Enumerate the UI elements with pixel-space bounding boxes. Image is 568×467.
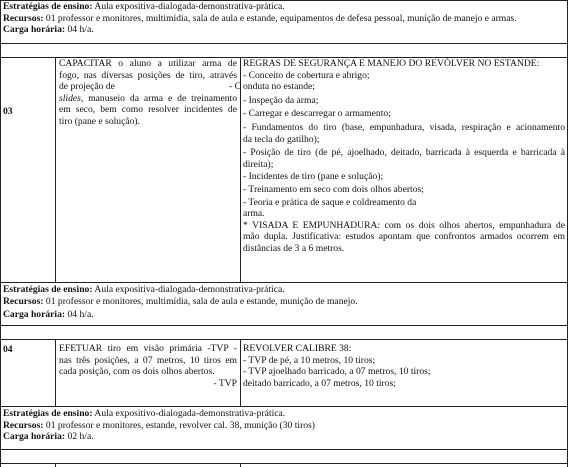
- column-divider: [55, 57, 56, 282]
- content-line: - Inspeção da arma;: [243, 94, 319, 106]
- content-line: REVOLVER CALIBRE 38:: [243, 343, 352, 354]
- workload-line: [3, 431, 563, 443]
- objective-line: em seco, bem como resolver incidentes de: [59, 104, 237, 116]
- content-line: - Posição de tiro (de pé, ajoelhado, deitado, barricada à esquerda e barricada à: [243, 147, 565, 159]
- content-line: arma.: [243, 208, 265, 220]
- resources-line: [3, 420, 563, 432]
- content-line: mão dupla. Justificativa: estudos apontam que confrontos armados ocorrem em: [243, 231, 565, 243]
- resources-text: 01 professor e monitores, multimídia, sala de aula e estande, munição de manejo.: [45, 295, 358, 307]
- content-line: - TVP ajoelhado barricado, a 07 metros, 10 tiros;: [243, 366, 431, 378]
- section-1-info: [3, 1, 563, 36]
- section-3-info: [3, 408, 563, 443]
- content-line: - Conceito de cobertura e abrigo;: [243, 69, 370, 81]
- resources-line: [3, 13, 563, 25]
- content-cell: [229, 58, 565, 255]
- workload-line: [3, 309, 563, 321]
- section-2-info: [3, 284, 563, 321]
- content-fragment: onduta no estande;: [243, 81, 315, 93]
- slides-word: slides: [59, 92, 81, 104]
- workload-line: [3, 24, 563, 36]
- content-line: - Carregar e descarregar o armamento;: [243, 108, 391, 120]
- strategies-label: Estratégias de ensino:: [3, 1, 93, 12]
- objective-cell: [59, 343, 237, 389]
- strategies-line: [3, 284, 563, 296]
- column-divider: [240, 339, 241, 406]
- objective-line: EFETUAR tiro em visão primária -TVP -: [59, 343, 237, 354]
- rule: [0, 339, 568, 340]
- content-line: - Incidentes de tiro (pane e solução);: [243, 171, 384, 183]
- content-line: distâncias de 3 a 6 metros.: [243, 242, 345, 254]
- objective-line: [59, 93, 237, 105]
- content-line: da tecla do gatilho);: [243, 133, 320, 145]
- column-divider: [240, 463, 241, 467]
- content-line: - Teoria e prática de saque e coldreamento da: [243, 196, 417, 208]
- content-cell: [243, 343, 565, 389]
- workload-label: Carga horária:: [3, 309, 66, 321]
- strategies-text: Aula expositivo-dialogada-demonstrativa-prática.: [94, 408, 286, 419]
- content-line: - Fundamentos do tiro (base, empunhadura, visada, respiração e acionamento: [243, 121, 565, 133]
- row-number: 03: [3, 106, 13, 117]
- content-line: * VISADA E EMPUNHADURA: com os dois olhos abertos, empunhadura de: [243, 219, 565, 231]
- rule: [0, 449, 568, 450]
- strategies-label: Estratégias de ensino:: [3, 284, 93, 295]
- objective-line: fogo, nas diversas posições de tiro, através: [59, 69, 237, 81]
- workload-text: 02 h/a.: [67, 431, 94, 443]
- content-line: - TVP de pé, a 10 metros, 10 tiros;: [243, 354, 376, 366]
- resources-label: Recursos:: [3, 12, 44, 24]
- workload-text: 04 h/a.: [67, 24, 94, 36]
- content-fragment: - C: [229, 81, 241, 93]
- content-line: direita);: [243, 158, 274, 170]
- border-left: [0, 0, 1, 467]
- resources-label: Recursos:: [3, 419, 44, 431]
- content-line: deitado barricado, a 07 metros, 10 tiros;: [243, 377, 396, 389]
- column-divider: [55, 463, 56, 467]
- objective-line: - TVP: [213, 377, 237, 389]
- objective-line: cada posição, com os dois olhos abertos.: [59, 366, 215, 378]
- rule: [0, 282, 568, 283]
- workload-label: Carga horária:: [3, 24, 66, 36]
- resources-line: [3, 296, 563, 308]
- objective-cell: [59, 58, 237, 128]
- rule: [0, 406, 568, 407]
- strategies-text: Aula expositiva-dialogada-demonstrativa-prática.: [94, 1, 285, 12]
- resources-label: Recursos:: [3, 295, 44, 307]
- rule: [0, 463, 568, 464]
- rule: [0, 325, 568, 326]
- strategies-line: [3, 1, 563, 13]
- strategies-label: Estratégias de ensino:: [3, 408, 93, 419]
- column-divider: [55, 339, 56, 406]
- objective-line: tiro (pane e solução).: [59, 115, 140, 127]
- rule: [0, 43, 568, 44]
- content-line: REGRAS DE SEGURANÇA E MANEJO DO REVÓLVER NO ESTANDE:: [243, 58, 540, 69]
- workload-label: Carga horária:: [3, 431, 66, 443]
- objective-line: nas três posições, a 07 metros, 10 tiros em: [59, 354, 237, 366]
- strategies-line: [3, 408, 563, 420]
- resources-text: 01 professor e monitores, multimídia, sala de aula e estande, equipamentos de defesa pessoal, munição de manejo e armas.: [45, 12, 517, 24]
- content-line: - Treinamento em seco com dois olhos abertos;: [243, 183, 424, 195]
- objective-line-rest: , manuseio da arma e de treinamento: [80, 92, 237, 104]
- content-line: [229, 81, 565, 93]
- objective-line: de projeção de: [59, 81, 115, 93]
- row-number: 04: [3, 344, 13, 355]
- workload-text: 04 h/a.: [67, 309, 94, 321]
- resources-text: 01 professor e monitores, estande, revolver cal. 38, munição (30 tiros): [45, 419, 315, 431]
- strategies-text: Aula expositiva-dialogada-demonstrativa-prática.: [94, 284, 285, 295]
- objective-line: CAPACITAR o aluno a utilizar arma de: [59, 58, 237, 69]
